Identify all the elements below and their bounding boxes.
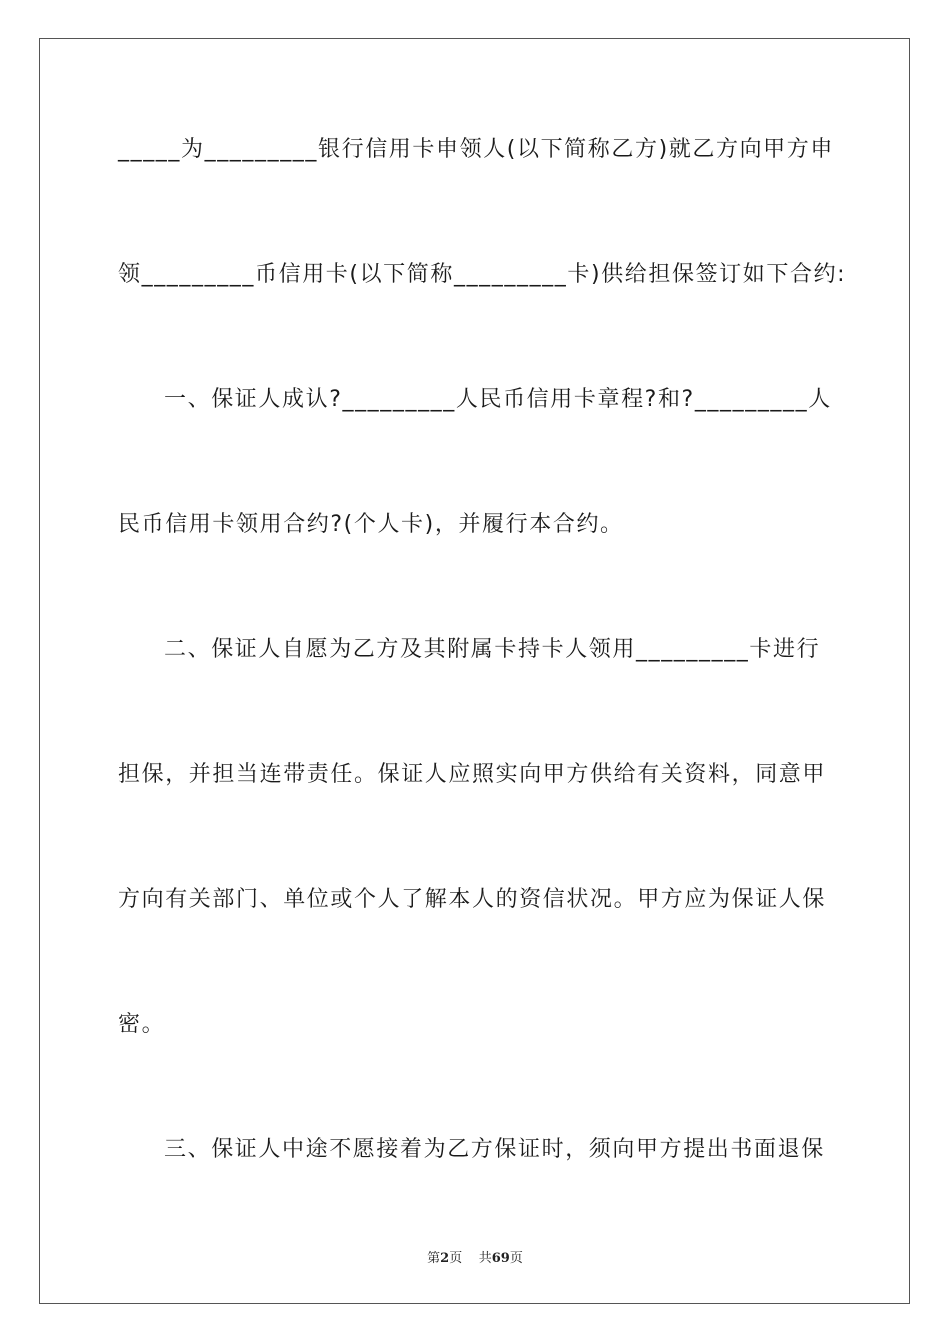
text-line-8: 密。 bbox=[118, 1012, 166, 1037]
total-prefix: 共 bbox=[478, 1251, 492, 1266]
page-number: 2 bbox=[440, 1251, 450, 1266]
text-line-6: 担保，并担当连带责任。保证人应照实向甲方供给有关资料，同意甲 bbox=[118, 762, 827, 787]
text-line-5: 二、保证人自愿为乙方及其附属卡持卡人领用_________卡进行 bbox=[164, 637, 821, 662]
text-line-9: 三、保证人中途不愿接着为乙方保证时，须向甲方提出书面退保 bbox=[164, 1137, 825, 1162]
page-prefix: 第 bbox=[427, 1251, 441, 1266]
page-footer bbox=[0, 1247, 950, 1266]
text-line-2: 领_________币信用卡(以下简称_________卡)供给担保签订如下合约: bbox=[118, 262, 847, 287]
text-line-4: 民币信用卡领用合约?(个人卡)，并履行本合约。 bbox=[118, 512, 624, 537]
total-suffix: 页 bbox=[509, 1251, 523, 1266]
text-line-1: _____为_________银行信用卡申领人(以下简称乙方)就乙方向甲方申 bbox=[118, 137, 834, 162]
page-frame bbox=[39, 38, 910, 1304]
text-line-7: 方向有关部门、单位或个人了解本人的资信状况。甲方应为保证人保 bbox=[118, 887, 827, 912]
total-pages: 69 bbox=[491, 1251, 510, 1266]
page-suffix: 页 bbox=[449, 1251, 463, 1266]
text-line-3: 一、保证人成认?_________人民币信用卡章程?和?_________人 bbox=[164, 387, 832, 412]
